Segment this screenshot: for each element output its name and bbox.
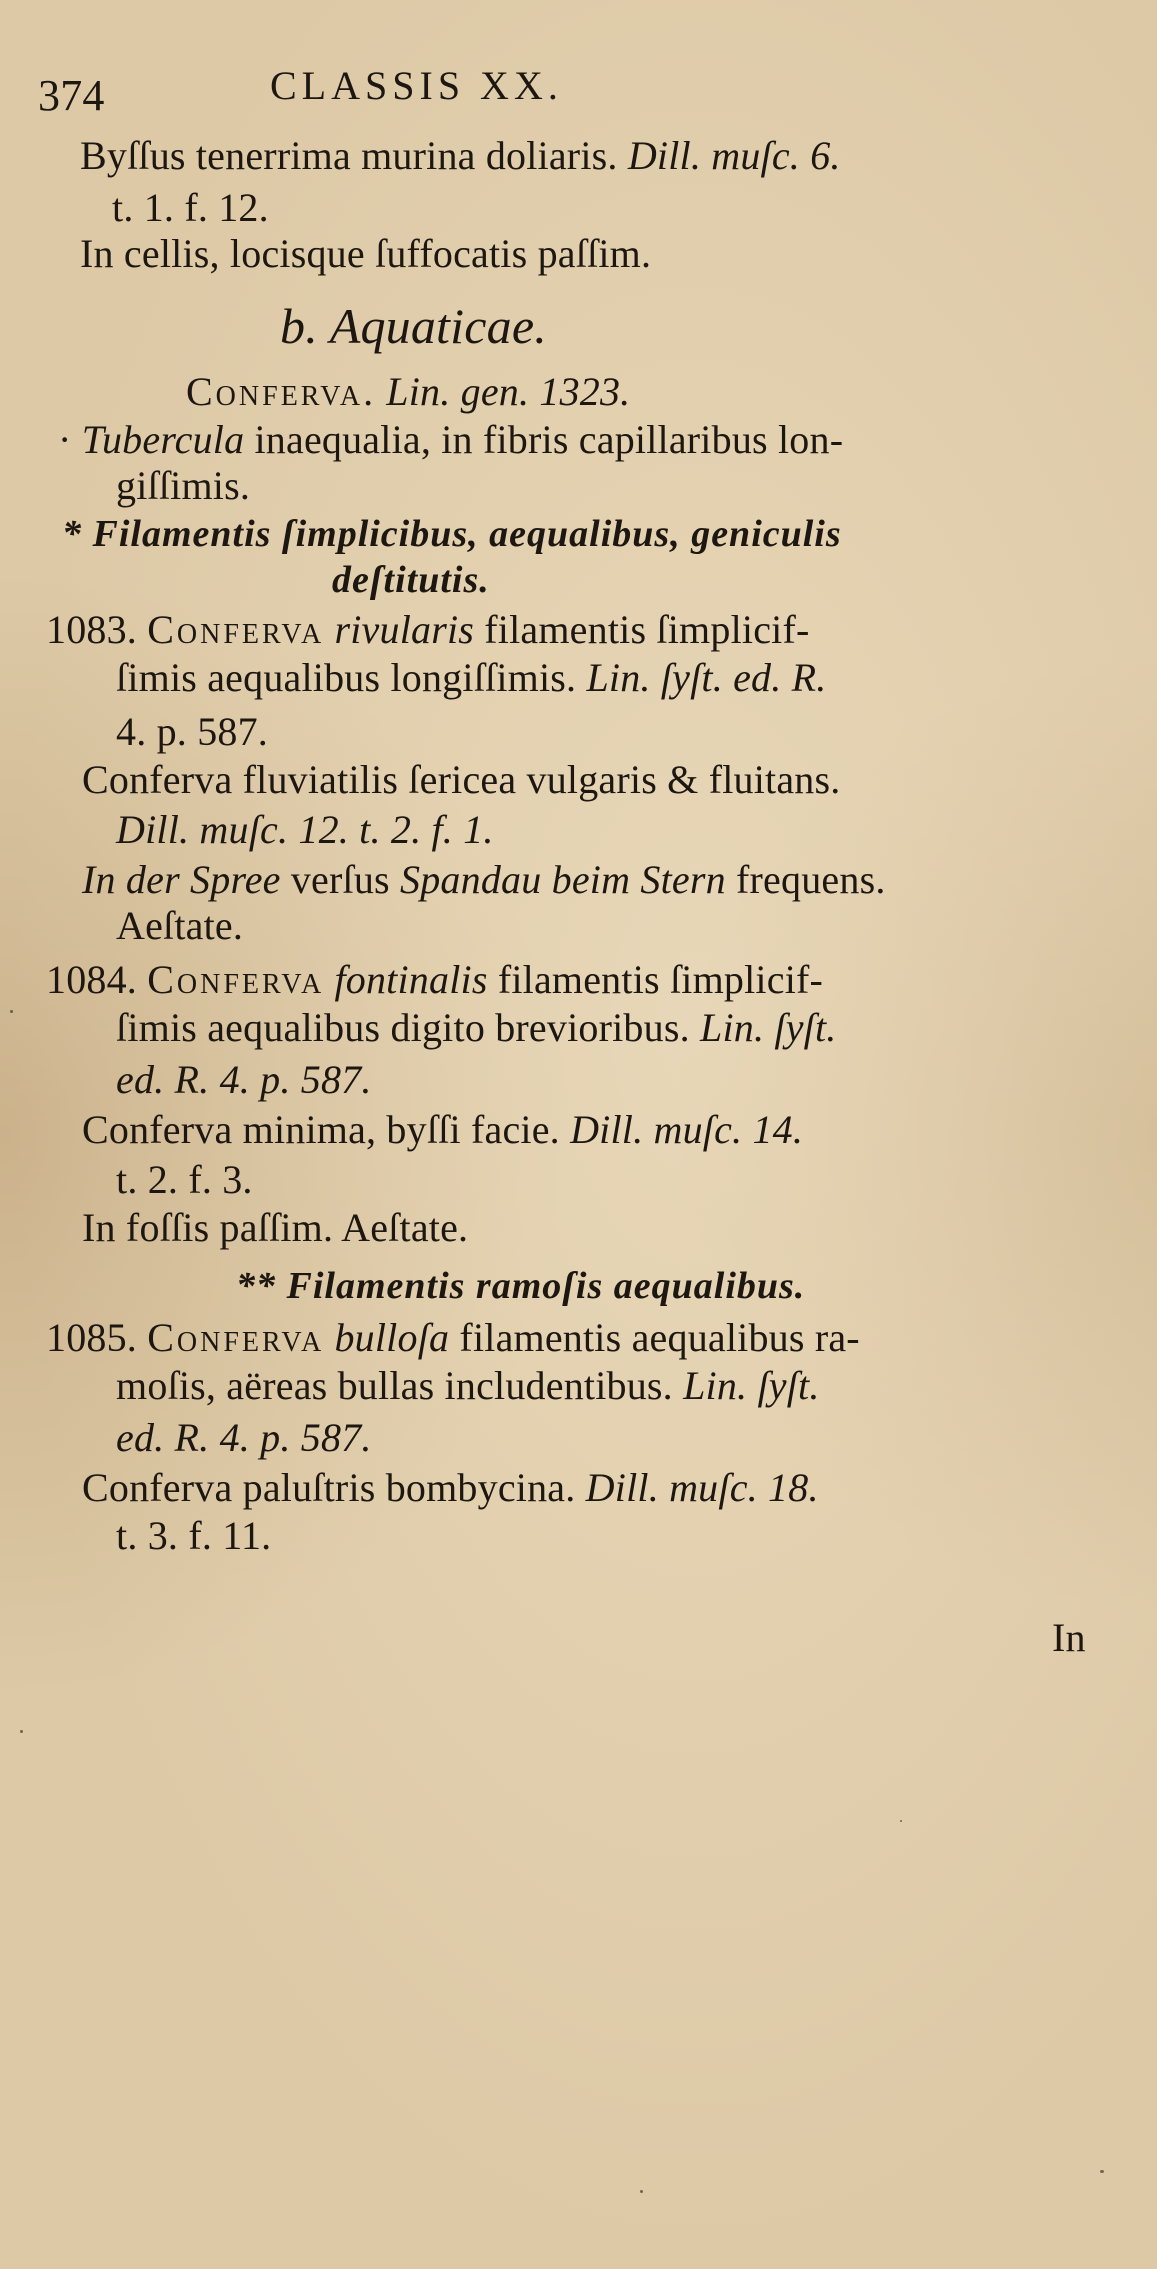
text-line: In foſſis paſſim. Aeſtate. — [82, 1205, 469, 1250]
text-line — [116, 654, 826, 702]
reference: Dill. muſc. 6. — [627, 133, 841, 178]
text-line — [116, 1004, 836, 1052]
reference: Dill. muſc. 18. — [585, 1465, 819, 1510]
reference-line: Dill. muſc. 12. t. 2. f. 1. — [116, 807, 494, 852]
paper-speck — [20, 1730, 23, 1733]
reference: Dill. muſc. 14. — [570, 1107, 804, 1152]
reference: Lin. ſyſt. ed. R. — [586, 655, 827, 700]
genus-name: Conferva — [147, 1315, 325, 1360]
text-line: In cellis, locisque ſuffocatis paſſim. — [80, 231, 652, 276]
entry-1085-head — [46, 1314, 860, 1362]
genus-name: Conferva — [147, 607, 325, 652]
text-line — [82, 1464, 819, 1512]
paper-speck — [1100, 2170, 1104, 2173]
paper-speck — [900, 1820, 902, 1822]
text-line — [80, 132, 841, 180]
text-span: Tubercula — [81, 417, 245, 462]
section-heading: b. Aquaticae. — [280, 298, 547, 354]
entry-1084-head — [46, 956, 823, 1004]
text-span: Conferva minima, byſſi facie. — [82, 1107, 560, 1152]
entry-number: 1083. — [46, 607, 137, 652]
text-line: 4. p. 587. — [116, 709, 268, 754]
species-name: rivularis — [334, 607, 475, 652]
text-line: Aeſtate. — [116, 903, 244, 948]
reference-line: ed. R. 4. p. 587. — [116, 1415, 372, 1460]
running-head: CLASSIS XX. — [270, 63, 563, 108]
reference: Lin. gen. 1323. — [386, 369, 631, 414]
entry-1083-head — [46, 606, 810, 654]
reference: Lin. ſyſt. — [700, 1005, 837, 1050]
text-span: ſimis aequalibus longiſſimis. — [116, 655, 577, 700]
text-span: ſimis aequalibus digito brevioribus. — [116, 1005, 690, 1050]
entry-number: 1085. — [46, 1315, 137, 1360]
text-span: Byſſus tenerrima murina doliaris. — [80, 133, 618, 178]
text-line: t. 3. f. 11. — [116, 1513, 272, 1558]
text-span: frequens. — [736, 857, 886, 902]
reference: Lin. ſyſt. — [683, 1363, 820, 1408]
subsection-heading: * Filamentis ſimplicibus, aequalibus, geniculis — [62, 513, 842, 555]
text-span: filamentis ſimplicif- — [497, 957, 824, 1002]
entry-number: 1084. — [46, 957, 137, 1002]
text-span: Spandau beim Stern — [400, 857, 726, 902]
text-line: Conferva fluviatilis ſericea vulgaris & fluitans. — [82, 757, 841, 802]
genus-name: Conferva. — [186, 369, 377, 414]
paper-speck — [10, 1010, 13, 1013]
paper-speck — [640, 2190, 643, 2193]
subsection-heading: ** Filamentis ramoſis aequalibus. — [236, 1265, 806, 1307]
text-span: moſis, aëreas bullas includentibus. — [116, 1363, 673, 1408]
page-number: 374 — [38, 71, 105, 120]
species-name: bulloſa — [334, 1315, 450, 1360]
species-name: fontinalis — [334, 957, 488, 1002]
text-line: giſſimis. — [116, 463, 251, 508]
genus-name: Conferva — [147, 957, 325, 1002]
text-span: verſus — [290, 857, 390, 902]
genus-description: · Tubercula inaequalia, in fibris capillaribus lon- — [58, 417, 844, 462]
text-line — [116, 1362, 820, 1410]
reference-line: ed. R. 4. p. 587. — [116, 1057, 372, 1102]
text-line: t. 2. f. 3. — [116, 1157, 253, 1202]
catchword: In — [1052, 1615, 1086, 1660]
text-line: t. 1. f. 12. — [112, 185, 269, 230]
subsection-heading-cont: deſtitutis. — [332, 559, 490, 601]
text-line — [82, 1106, 803, 1154]
genus-heading — [186, 368, 630, 416]
text-span: Conferva paluſtris bombycina. — [82, 1465, 576, 1510]
text-span: filamentis ſimplicif- — [484, 607, 810, 652]
text-span: In der Spree — [82, 857, 281, 902]
text-span: filamentis aequalibus ra- — [459, 1315, 860, 1360]
text-line — [82, 856, 886, 904]
text-span: inaequalia, in fibris capillaribus lon- — [254, 417, 844, 462]
